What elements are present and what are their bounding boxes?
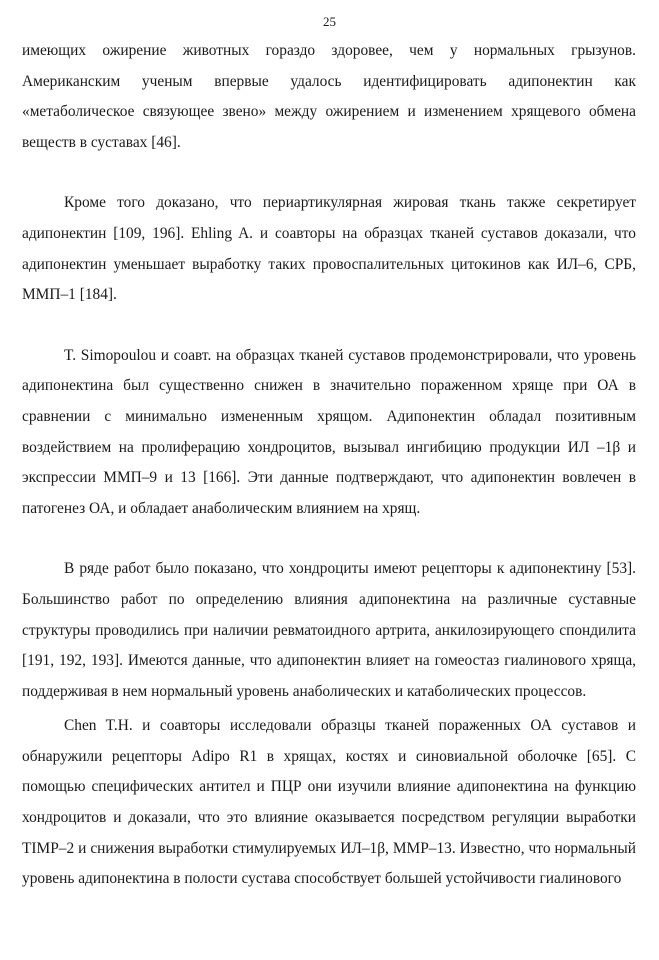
page-number: 25 <box>323 14 336 29</box>
paragraph-3: T. Simopoulou и соавт. на образцах тканей суставов продемонстрировали, что уровень адипонектина был существенно снижен в значительно пораженном хряще при ОА в сравнении с минимально измененным хрящом. Адипонектин обладал позитивным воздействием на пролиферацию хондроцитов, вызывал ингибицию продукции ИЛ –1β и экспрессии ММП–9 и 13 [166]. Эти данные подтверждают, что адипонектин вовлечен в патогенез ОА, и обладает анаболическим влиянием на хрящ. <box>22 346 636 517</box>
paragraph-5: Chen T.H. и соавторы исследовали образцы тканей пораженных ОА суставов и обнаружили рецепторы Adipo R1 в хрящах, костях и синовиальной оболочке [65]. С помощью специфических антител и ПЦР они изучили влияние адипонектина на функцию хондроцитов и доказали, что это влияние оказывается посредством регуляции выработки TIMP–2 и снижения выработки стимулируемых ИЛ–1β, MMP–13. Известно, что нормальный уровень адипонектина в полости сустава способствует большей устойчивости гиалинового <box>22 717 636 888</box>
document-body <box>22 36 636 895</box>
paragraph-1: имеющих ожирение животных гораздо здоровее, чем у нормальных грызунов. Американским ученым впервые удалось идентифицировать адипонектин как «метаболическое связующее звено» между ожирением и изменением хрящевого обмена веществ в суставах [46]. <box>22 42 636 151</box>
paragraph-4: В ряде работ было показано, что хондроциты имеют рецепторы к адипонектину [53]. Большинство работ по определению влияния адипонектина на различные суставные структуры проводились при наличии ревматоидного артрита, анкилозирующего спондилита [191, 192, 193]. Имеются данные, что адипонектин влияет на гомеостаз гиалинового хряща, поддерживая в нем нормальный уровень анаболических и катаболических процессов. <box>22 560 636 700</box>
paragraph-2: Кроме того доказано, что периартикулярная жировая ткань также секретирует адипонектин [109, 196]. Ehling A. и соавторы на образцах тканей суставов доказали, что адипонектин уменьшает выработку таких провоспалительных цитокинов как ИЛ–6, СРБ, ММП–1 [184]. <box>22 194 636 304</box>
